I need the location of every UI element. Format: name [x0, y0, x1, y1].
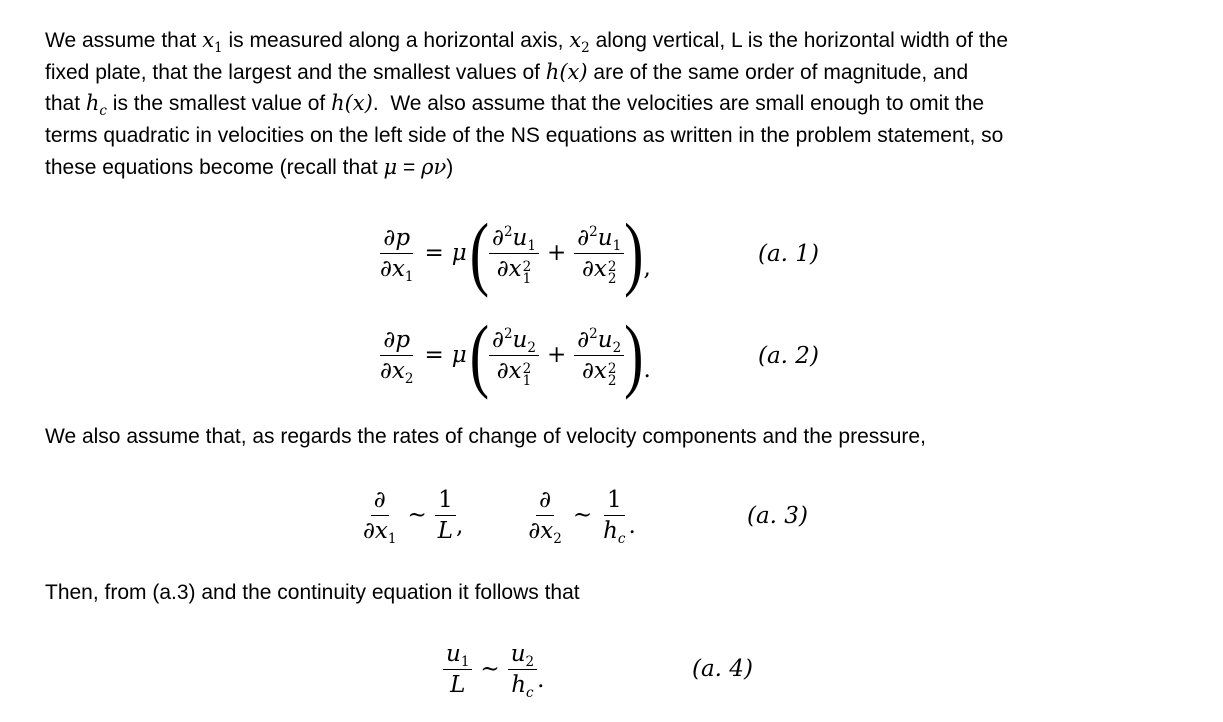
- math-partial: ∂: [492, 224, 504, 251]
- math-subsup-stack: [522, 360, 532, 389]
- equation-a4: [443, 636, 544, 702]
- math-num: u: [510, 640, 526, 667]
- text-segment: We also assume that, as regards the rates of change of velocity components and the pressure,: [45, 425, 926, 448]
- tilde-operator: ∼: [480, 656, 500, 682]
- math-subscript: 1: [404, 268, 414, 285]
- math-coef-mu: μ: [451, 342, 467, 368]
- math-den: ∂x: [380, 255, 405, 282]
- math-num: u: [446, 640, 461, 667]
- equation-label-a2: (a. 2): [758, 343, 819, 369]
- text-segment: We assume that: [45, 29, 203, 52]
- math-den: L: [450, 671, 466, 698]
- math-partial: ∂: [492, 326, 504, 353]
- text-line-1: [45, 25, 1205, 57]
- math-subscript: 1: [460, 653, 470, 670]
- text-segment: fixed plate, that the largest and the smallest values of: [45, 60, 546, 84]
- math-subscript: 1: [214, 40, 223, 56]
- math-subscript: 2: [525, 653, 535, 670]
- math-superscript: 2: [607, 360, 617, 377]
- math-var-hx: h(x): [331, 91, 373, 116]
- tilde-operator: ∼: [572, 502, 593, 528]
- math-subscript: 2: [527, 339, 536, 356]
- math-den: ∂x: [380, 357, 405, 384]
- math-den: L: [437, 517, 454, 544]
- math-superscript: 2: [522, 258, 532, 275]
- fraction-d-dx1: [360, 486, 399, 547]
- math-subscript: 2: [612, 339, 622, 356]
- equation-label-a3: (a. 3): [747, 503, 808, 529]
- math-var-u: u: [512, 326, 528, 353]
- tilde-operator: ∼: [407, 502, 427, 528]
- fraction-1-L: [435, 487, 456, 544]
- text-line: [45, 421, 1205, 453]
- math-superscript: 2: [522, 360, 532, 377]
- math-subscript: 1: [522, 372, 532, 389]
- paragraph-intro: [45, 25, 1205, 184]
- math-var-u: u: [512, 224, 528, 251]
- plus-sign: +: [546, 240, 567, 266]
- text-segment: along vertical, L is the horizontal width of the: [589, 29, 1009, 52]
- fraction-u2-hc: [508, 640, 537, 701]
- math-den: ∂x: [496, 255, 522, 282]
- fraction-dp-dx1: [377, 224, 416, 285]
- equation-a3: [360, 481, 636, 549]
- fraction-d2u1-dx1: [489, 223, 539, 287]
- text-segment: is measured along a horizontal axis,: [222, 29, 570, 52]
- paragraph-continuity: [45, 577, 1205, 609]
- text-segment: Then, from (a.3) and the continuity equation it follows that: [45, 581, 580, 604]
- trailing-period: .: [643, 357, 651, 383]
- math-num: ∂p: [383, 326, 411, 353]
- math-num: 1: [438, 486, 453, 513]
- math-subsup-stack: [522, 258, 532, 287]
- math-superscript: 2: [589, 223, 598, 240]
- text-line: [45, 577, 1205, 609]
- math-subscript: 1: [527, 237, 536, 254]
- math-den: ∂x: [528, 517, 554, 544]
- math-var-x2: x: [569, 28, 582, 52]
- math-partial: ∂: [539, 486, 552, 513]
- equation-a2: $\frac{\partial p}{\partial x_2}$ = μ ( $\partial^2u_2$ ∂x 2 1 + $\partial^2u_2$ ∂x 2 2 ) .: [377, 317, 651, 393]
- math-coef-mu: μ: [451, 240, 467, 266]
- separator-comma: ,: [456, 513, 464, 539]
- math-partial: ∂: [373, 486, 386, 513]
- math-var-rho-nu: ρν: [421, 154, 447, 179]
- math-den: ∂x: [581, 255, 607, 282]
- math-num: ∂p: [383, 224, 411, 251]
- math-den: h: [511, 671, 527, 698]
- math-var-u: u: [597, 326, 613, 353]
- math-var-hx: h(x): [545, 59, 588, 84]
- text-segment: these equations become (recall that: [45, 155, 384, 179]
- text-line-4: [45, 120, 1205, 152]
- math-den: ∂x: [363, 517, 388, 544]
- text-segment: are of the same order of magnitude, and: [587, 60, 969, 84]
- plus-sign: +: [546, 342, 567, 368]
- math-partial: ∂: [577, 326, 590, 353]
- math-subscript: c: [526, 684, 534, 701]
- math-num: 1: [606, 486, 622, 513]
- math-den: ∂x: [581, 357, 607, 384]
- text-segment: . We also assume that the velocities are small enough to omit the: [372, 92, 985, 116]
- math-superscript: 2: [503, 325, 513, 342]
- equals-sign: =: [424, 342, 444, 368]
- fraction-d2u2-dx2: [574, 325, 624, 389]
- fraction-d-dx2: [525, 486, 564, 547]
- fraction-d2u1-dx2: [574, 223, 624, 287]
- text-segment: terms quadratic in velocities on the left side of the NS equations as written in the problem statement, so: [45, 124, 1004, 148]
- text-segment: is the smallest value of: [106, 92, 332, 116]
- text-segment: that: [45, 92, 86, 116]
- equation-a1: $\frac{\partial p}{\partial x_1}$ = μ ( $\partial^2u_1$ ∂x 2 1 + $\partial^2u_1$ ∂x 2 2 ) ,: [377, 215, 651, 291]
- math-subscript: 1: [612, 237, 622, 254]
- text-segment: ): [446, 155, 454, 179]
- math-subscript: 2: [581, 40, 590, 56]
- text-segment: =: [397, 155, 422, 179]
- equation-label-a4: (a. 4): [692, 656, 753, 682]
- math-var-u: u: [597, 224, 613, 251]
- math-subsup-stack: [607, 258, 617, 287]
- paragraph-assumption: [45, 421, 1205, 453]
- fraction-u1-L: [443, 641, 472, 698]
- math-subscript: 2: [607, 372, 617, 389]
- equation-label-a1: (a. 1): [758, 241, 819, 267]
- math-subscript: c: [99, 103, 107, 120]
- fraction-d2u2-dx1: [489, 325, 539, 389]
- fraction-dp-dx2: [377, 326, 416, 387]
- math-den: ∂x: [496, 357, 522, 384]
- math-subsup-stack: [607, 360, 617, 389]
- fraction-1-hc: [600, 486, 628, 547]
- math-superscript: 2: [503, 223, 513, 240]
- trailing-period: .: [628, 513, 636, 539]
- math-subscript: 2: [553, 530, 562, 547]
- math-superscript: 2: [589, 325, 598, 342]
- math-partial: ∂: [577, 224, 590, 251]
- text-line-2: [45, 57, 1205, 89]
- trailing-comma: ,: [643, 255, 651, 281]
- math-var-mu: μ: [383, 154, 398, 179]
- math-var-x1: x: [202, 28, 215, 52]
- trailing-period: .: [537, 667, 545, 693]
- math-subscript: 1: [387, 530, 397, 547]
- math-den: h: [603, 517, 618, 544]
- math-subscript: 2: [607, 270, 617, 287]
- math-subscript: c: [617, 530, 626, 547]
- equals-sign: =: [424, 240, 444, 266]
- text-line-5: [45, 152, 1205, 184]
- math-subscript: 1: [522, 270, 532, 287]
- math-superscript: 2: [607, 258, 617, 275]
- text-line-3: [45, 88, 1205, 120]
- math-subscript: 2: [404, 370, 414, 387]
- math-var-hc: h: [85, 91, 100, 116]
